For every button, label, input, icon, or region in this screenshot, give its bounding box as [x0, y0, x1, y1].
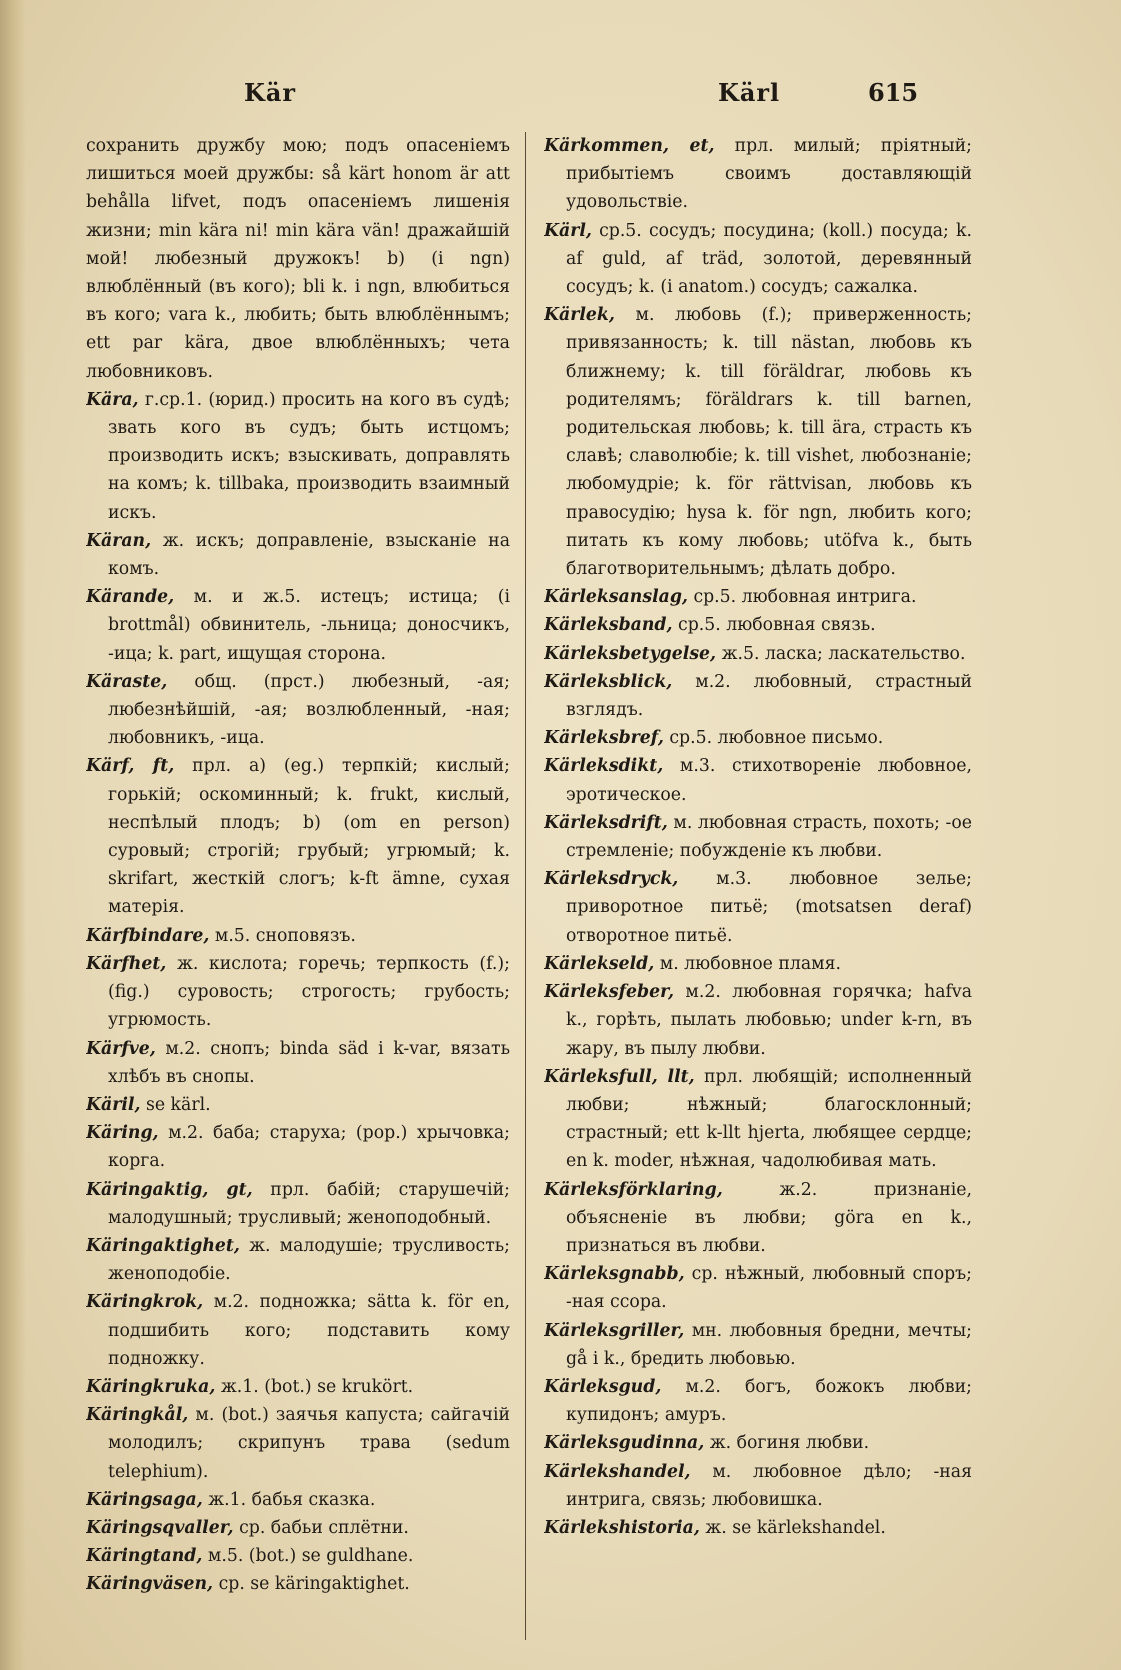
entry-headword: Käran,: [86, 530, 152, 551]
entry-definition: ж.1. бабья сказка.: [208, 1489, 376, 1510]
entry-definition: м.2. подножка; sätta k. för en, подшибить кого; подставить кому подножку.: [108, 1292, 510, 1369]
entry-definition: ср.5. любовное письмо.: [669, 728, 884, 749]
entry-definition: прл. любящій; исполненный любви; нѣжный; благосклонный; страстный; ett k-llt hjerta, любящее сердце; en k. moder, нѣжная, чадолюбивая мать.: [566, 1066, 972, 1172]
entry-definition: ср.5. любовная интрига.: [693, 587, 917, 608]
entry-headword: Kärleksbref,: [544, 728, 664, 749]
dictionary-entry: [86, 1176, 510, 1232]
entry-headword: Käril,: [86, 1094, 141, 1115]
dictionary-entry: [86, 1401, 510, 1486]
dictionary-entry: [86, 1288, 510, 1373]
dictionary-entry: [544, 1260, 972, 1316]
dictionary-entry: [86, 950, 510, 1035]
entry-definition: м.2. снопъ; binda säd i k-var, вязать хлѣбъ въ снопы.: [108, 1038, 510, 1087]
entry-definition: м.2. богъ, божокъ любви; купидонъ; амуръ.: [566, 1376, 972, 1426]
entry-headword: Kärleksgnabb,: [544, 1264, 685, 1285]
entry-definition: ср.5. сосудъ; посудина; (koll.) посуда; k. af guld, af träd, золотой, деревянный сосудъ; k. (i anatom.) сосудъ; сажалка.: [566, 220, 972, 298]
entry-headword: Kärlekshistoria,: [544, 1517, 700, 1538]
entry-headword: Kärfve,: [86, 1038, 156, 1059]
dictionary-entry: [86, 1232, 510, 1288]
dictionary-entry: [544, 1458, 972, 1514]
dictionary-entry: [86, 1542, 510, 1570]
dictionary-entry: [544, 809, 972, 865]
dictionary-entry: [544, 583, 972, 611]
dictionary-entry: [86, 1486, 510, 1514]
entry-headword: Kärleksblick,: [544, 671, 673, 692]
entry-headword: Käringaktighet,: [86, 1235, 240, 1256]
entry-definition: м. и ж.5. истецъ; истица; (i brottmål) обвинитель, -льница; доносчикъ, -ица; k. part, ищущая сторона.: [108, 587, 510, 664]
entry-definition: ж. se kärlekshandel.: [705, 1517, 886, 1538]
entry-definition: ж.2. признаніе, объясненіе въ любви; göra en k., признаться въ любви.: [566, 1179, 972, 1256]
page-edge: [0, 0, 26, 1670]
entry-headword: Käringkrok,: [86, 1292, 204, 1313]
entry-definition: ср. se käringaktighet.: [218, 1574, 410, 1595]
dictionary-entry: [544, 1373, 972, 1429]
entry-definition: ж. богиня любви.: [709, 1433, 870, 1454]
dictionary-entry: [544, 217, 972, 302]
column-divider: [525, 132, 526, 1640]
dictionary-entry: [86, 668, 510, 753]
entry-definition: прл. бабій; старушечій; малодушный; трусливый; женоподобный.: [108, 1179, 510, 1228]
dictionary-entry: [544, 132, 972, 217]
dictionary-entry: [86, 1035, 510, 1091]
dictionary-entry: [544, 865, 972, 950]
entry-definition: м.5. сноповязъ.: [214, 925, 356, 946]
dictionary-entry: [86, 386, 510, 527]
entry-definition: ср. нѣжный, любовный споръ; -ная ссора.: [566, 1264, 972, 1313]
page-number: 615: [868, 78, 919, 107]
entry-headword: Kärkommen, et,: [544, 136, 715, 156]
dictionary-entry: [86, 527, 510, 583]
entry-definition: мн. любовныя бредни, мечты; gå i k., бредить любовью.: [566, 1320, 972, 1369]
entry-definition: м.2. любовный, страстный взглядъ.: [566, 671, 972, 721]
entry-headword: Kärl,: [544, 220, 592, 241]
entry-definition: прл. a) (eg.) терпкій; кислый; горькій; оскоминный; k. frukt, кислый, неспѣлый плодъ; b) (om en person) суровый; строгій; грубый; угрюмый; k. skrifart, жесткій слогъ; k-ft ämne, сухая матерія.: [108, 756, 510, 918]
dictionary-entry: [544, 1514, 972, 1542]
entry-headword: Kärleksfull, llt,: [544, 1066, 695, 1087]
entry-definition: сохранить дружбу мою; подъ опасеніемъ лишиться моей дружбы: så kärt honom är att behålla lifvet, подъ опасеніемъ лишенія жизни; min kära ni! min kära vän! дражайшій мой! любезный дружокъ! b) (i ngn) влюблённый (въ кого); bli k. i ngn, влюбиться въ кого; vara k., любить; быть влюблённымъ; ett par kära, двое влюблённыхъ; чета любовниковъ.: [86, 136, 510, 382]
entry-headword: Kärfbindare,: [86, 925, 210, 946]
dictionary-entry: [86, 1119, 510, 1175]
dictionary-entry: [86, 1514, 510, 1542]
dictionary-entry: [544, 752, 972, 808]
entry-definition: ср.5. любовная связь.: [678, 615, 876, 636]
dictionary-entry: [86, 1091, 510, 1119]
dictionary-entry: [544, 611, 972, 639]
entry-headword: Kärlek,: [544, 305, 615, 326]
dictionary-entry: [86, 922, 510, 950]
entry-definition: м.5. (bot.) se guldhane.: [207, 1546, 414, 1567]
dictionary-entry: [544, 724, 972, 752]
dictionary-entry: [544, 668, 972, 724]
entry-headword: Käringväsen,: [86, 1574, 214, 1595]
entry-definition: м. любовь (f.); приверженность; привязанность; k. till nästan, любовь къ ближнему; k. till föräldrar, любовь къ родителямъ; föräldrars k. till barnen, родительская любовь; k. till ära, страсть къ славѣ; славолюбіе; k. till vishet, любознаніе; любомудріе; k. för rättvisan, любовь къ правосудію; hysa k. för ngn, любить кого; питать къ кому любовь; utöfva k., быть благотворительнымъ; дѣлать добро.: [566, 305, 972, 580]
entry-definition: м.3. любовное зелье; приворотное питьё; (motsatsen deraf) отворотное питьё.: [566, 869, 972, 946]
dictionary-entry: [544, 640, 972, 668]
entry-definition: общ. (прст.) любезный, -ая; любезнѣйшій, -ая; возлюбленный, -ная; любовникъ, -ица.: [108, 671, 510, 749]
entry-headword: Kärleksband,: [544, 615, 673, 636]
dictionary-entry: [544, 1063, 972, 1176]
entry-headword: Kärf, ft,: [86, 756, 175, 777]
entry-headword: Käringsqvaller,: [86, 1517, 234, 1538]
header-left-guide-word: Kär: [244, 78, 297, 107]
entry-definition: ж. малодушіе; трусливость; женоподобіе.: [108, 1235, 510, 1285]
entry-headword: Kärleksbetygelse,: [544, 643, 717, 664]
entry-definition: прл. милый; пріятный; прибытіемъ своимъ доставляющій удовольствіе.: [566, 136, 972, 213]
dictionary-entry: [544, 950, 972, 978]
entry-definition: м. любовная страсть, похоть; -ое стремленіе; побужденіе къ любви.: [566, 812, 972, 862]
entry-definition: se kärl.: [145, 1094, 211, 1115]
entry-headword: Käraste,: [86, 671, 168, 692]
entry-definition: ср. бабьи сплётни.: [239, 1517, 409, 1538]
entry-definition: м.2. баба; старуха; (pop.) хрычовка; корга.: [108, 1123, 510, 1172]
entry-definition: м.3. стихотвореніе любовное, эротическое.: [566, 756, 972, 805]
entry-definition: м. любовное дѣло; -ная интрига, связь; любовишка.: [566, 1461, 972, 1510]
dictionary-entry: [544, 1176, 972, 1261]
dictionary-entry: [544, 978, 972, 1063]
entry-headword: Kärleksförklaring,: [544, 1179, 723, 1200]
entry-headword: Käringaktig, gt,: [86, 1179, 253, 1200]
entry-definition: ж. искъ; доправленіе, взысканіе на комъ.: [108, 530, 510, 580]
entry-headword: Kärleksgud,: [544, 1376, 662, 1397]
entry-headword: Kärleksdrift,: [544, 812, 668, 833]
dictionary-entry: [86, 132, 510, 386]
entry-headword: Kärleksfeber,: [544, 982, 674, 1003]
entry-headword: Kärleksgriller,: [544, 1320, 685, 1341]
dictionary-entry: [86, 752, 510, 921]
dictionary-entry: [86, 1373, 510, 1401]
entry-headword: Kärleksgudinna,: [544, 1433, 705, 1454]
entry-definition: ж. кислота; горечь; терпкость (f.); (fig.) суровость; строгость; грубость; угрюмость.: [108, 953, 510, 1031]
entry-headword: Kära,: [86, 389, 139, 410]
entry-headword: Kärleksdryck,: [544, 869, 679, 890]
entry-definition: г.ср.1. (юрид.) просить на кого въ судѣ; звать кого въ судъ; быть истцомъ; производить искъ; взыскивать, доправлять на комъ; k. tillbaka, производить взаимный искъ.: [108, 389, 510, 523]
entry-headword: Kärfhet,: [86, 953, 167, 974]
dictionary-entry: [86, 1570, 510, 1598]
entry-headword: Kärlekshandel,: [544, 1461, 691, 1482]
entry-headword: Käringtand,: [86, 1546, 203, 1567]
entry-definition: м.2. любовная горячка; hafva k., горѣть, пылать любовью; under k-rn, въ жару, въ пылу любви.: [566, 982, 972, 1059]
entry-headword: Kärleksdikt,: [544, 756, 664, 777]
entry-definition: м. любовное пламя.: [659, 953, 842, 974]
entry-headword: Käringkruka,: [86, 1376, 216, 1397]
right-column: [544, 132, 972, 1652]
entry-definition: м. (bot.) заячья капуста; сайгачій молодилъ; скрипунъ трава (sedum telephium).: [108, 1405, 510, 1482]
page-header: [0, 78, 1121, 118]
dictionary-entry: [544, 1317, 972, 1373]
entry-definition: ж.5. ласка; ласкательство.: [721, 643, 966, 664]
header-right-guide-word: Kärl: [718, 78, 781, 107]
dictionary-entry: [544, 1429, 972, 1457]
entry-headword: Käringsaga,: [86, 1489, 203, 1510]
dictionary-entry: [544, 301, 972, 583]
dictionary-entry: [86, 583, 510, 668]
entry-definition: ж.1. (bot.) se krukört.: [220, 1376, 414, 1397]
entry-headword: Käringkål,: [86, 1405, 189, 1426]
entry-headword: Kärande,: [86, 587, 175, 608]
left-column: [86, 132, 510, 1652]
entry-headword: Kärlekseld,: [544, 953, 655, 974]
entry-headword: Kärleksanslag,: [544, 587, 688, 608]
entry-headword: Käring,: [86, 1123, 159, 1144]
